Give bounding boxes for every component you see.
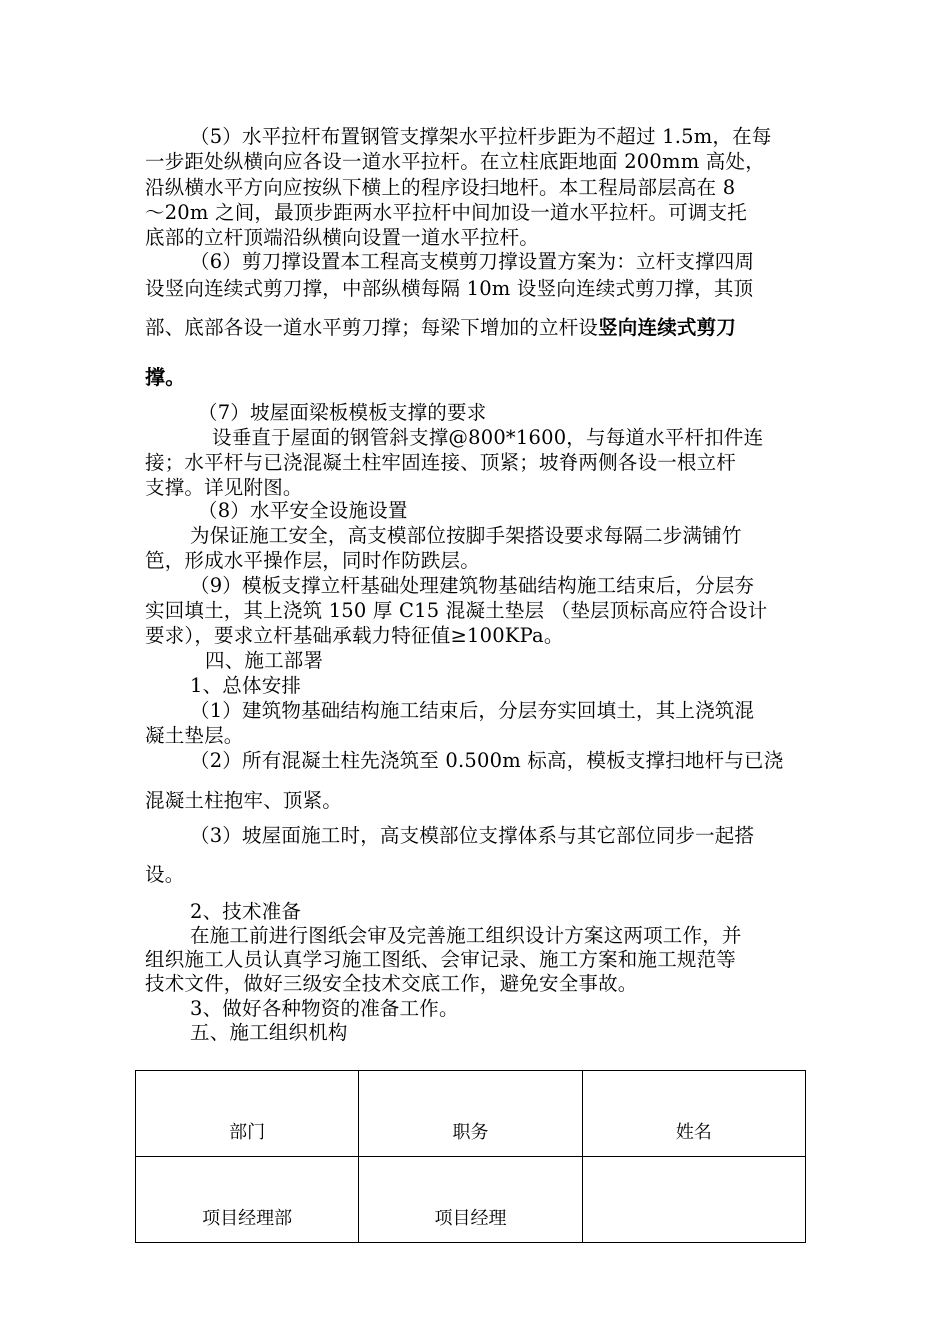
item-2-line-2: 混凝土柱抱牢、顶紧。 <box>145 789 343 812</box>
p5-line-4: ～20m 之间，最顶步距两水平拉杆中间加设一道水平拉杆。可调支托 <box>145 201 747 224</box>
header-name: 姓名 <box>582 1071 805 1157</box>
item-1-line-2: 凝土垫层。 <box>145 724 244 747</box>
p5-line-2: 一步距处纵横向应各设一道水平拉杆。在立柱底距地面 200mm 高处， <box>145 150 765 173</box>
p6-line-3 <box>145 316 815 340</box>
p5-line-1: （5）水平拉杆布置钢管支撑架水平拉杆步距为不超过 1.5m，在每 <box>190 125 772 148</box>
p7-line-3: 支撑。详见附图。 <box>145 476 303 499</box>
org-structure-table <box>135 1070 806 1243</box>
p7-line-2: 接；水平杆与已浇混凝土柱牢固连接、顶紧；坡脊两侧各设一根立杆 <box>145 451 737 474</box>
p6-line-4: 撑。 <box>145 365 186 389</box>
p9-line-3: 要求），要求立杆基础承载力特征值≥100KPa。 <box>145 624 564 647</box>
p6-line-3-bold: 竖向连续式剪刀 <box>598 316 737 339</box>
section-4-heading: 四、施工部署 <box>205 649 324 672</box>
cell-name <box>582 1157 805 1243</box>
tech-prep-line-3: 技术文件，做好三级安全技术交底工作，避免安全事故。 <box>145 972 638 995</box>
section-4-sub-2: 2、技术准备 <box>190 900 302 923</box>
p9-line-1: （9）模板支撑立杆基础处理建筑物基础结构施工结束后，分层夯 <box>190 574 755 597</box>
section-4-sub-3: 3、做好各种物资的准备工作。 <box>190 997 459 1020</box>
tech-prep-line-1: 在施工前进行图纸会审及完善施工组织设计方案这两项工作，并 <box>190 924 742 947</box>
section-5-heading: 五、施工组织机构 <box>190 1021 348 1044</box>
p6-line-1: （6）剪刀撑设置本工程高支模剪刀撑设置方案为：立杆支撑四周 <box>190 250 755 273</box>
item-3-line-2: 设。 <box>145 863 185 886</box>
p8-heading: （8）水平安全设施设置 <box>198 499 408 522</box>
p7-line-1: 设垂直于屋面的钢管斜支撑@800*1600，与每道水平杆扣件连 <box>212 426 764 449</box>
item-1-line-1: （1）建筑物基础结构施工结束后，分层夯实回填土，其上浇筑混 <box>190 699 755 722</box>
p8-line-2: 笆，形成水平操作层，同时作防跌层。 <box>145 549 480 572</box>
header-position: 职务 <box>359 1071 582 1157</box>
p8-line-1: 为保证施工安全，高支模部位按脚手架搭设要求每隔二步满铺竹 <box>190 524 742 547</box>
header-department: 部门 <box>136 1071 359 1157</box>
table-row <box>136 1157 806 1243</box>
p6-line-2: 设竖向连续式剪刀撑，中部纵横每隔 10m 设竖向连续式剪刀撑，其顶 <box>145 277 754 300</box>
cell-position: 项目经理 <box>359 1157 582 1243</box>
tech-prep-line-2: 组织施工人员认真学习施工图纸、会审记录、施工方案和施工规范等 <box>145 948 737 971</box>
p5-line-3: 沿纵横水平方向应按纵下横上的程序设扫地杆。本工程局部层高在 8 <box>145 176 736 199</box>
cell-department: 项目经理部 <box>136 1157 359 1243</box>
item-3-line-1: （3）坡屋面施工时，高支模部位支撑体系与其它部位同步一起搭 <box>190 824 755 847</box>
p5-line-5: 底部的立杆顶端沿纵横向设置一道水平拉杆。 <box>145 226 540 249</box>
p7-heading: （7）坡屋面梁板模板支撑的要求 <box>198 401 487 424</box>
item-2-line-1: （2）所有混凝土柱先浇筑至 0.500m 标高，模板支撑扫地杆与已浇 <box>190 749 784 772</box>
section-4-sub-1: 1、总体安排 <box>190 674 302 697</box>
table-header-row <box>136 1071 806 1157</box>
p6-line-3-text: 部、底部各设一道水平剪刀撑；每梁下增加的立杆设 <box>145 316 599 339</box>
p9-line-2: 实回填土，其上浇筑 150 厚 C15 混凝土垫层 （垫层顶标高应符合设计 <box>145 599 768 622</box>
